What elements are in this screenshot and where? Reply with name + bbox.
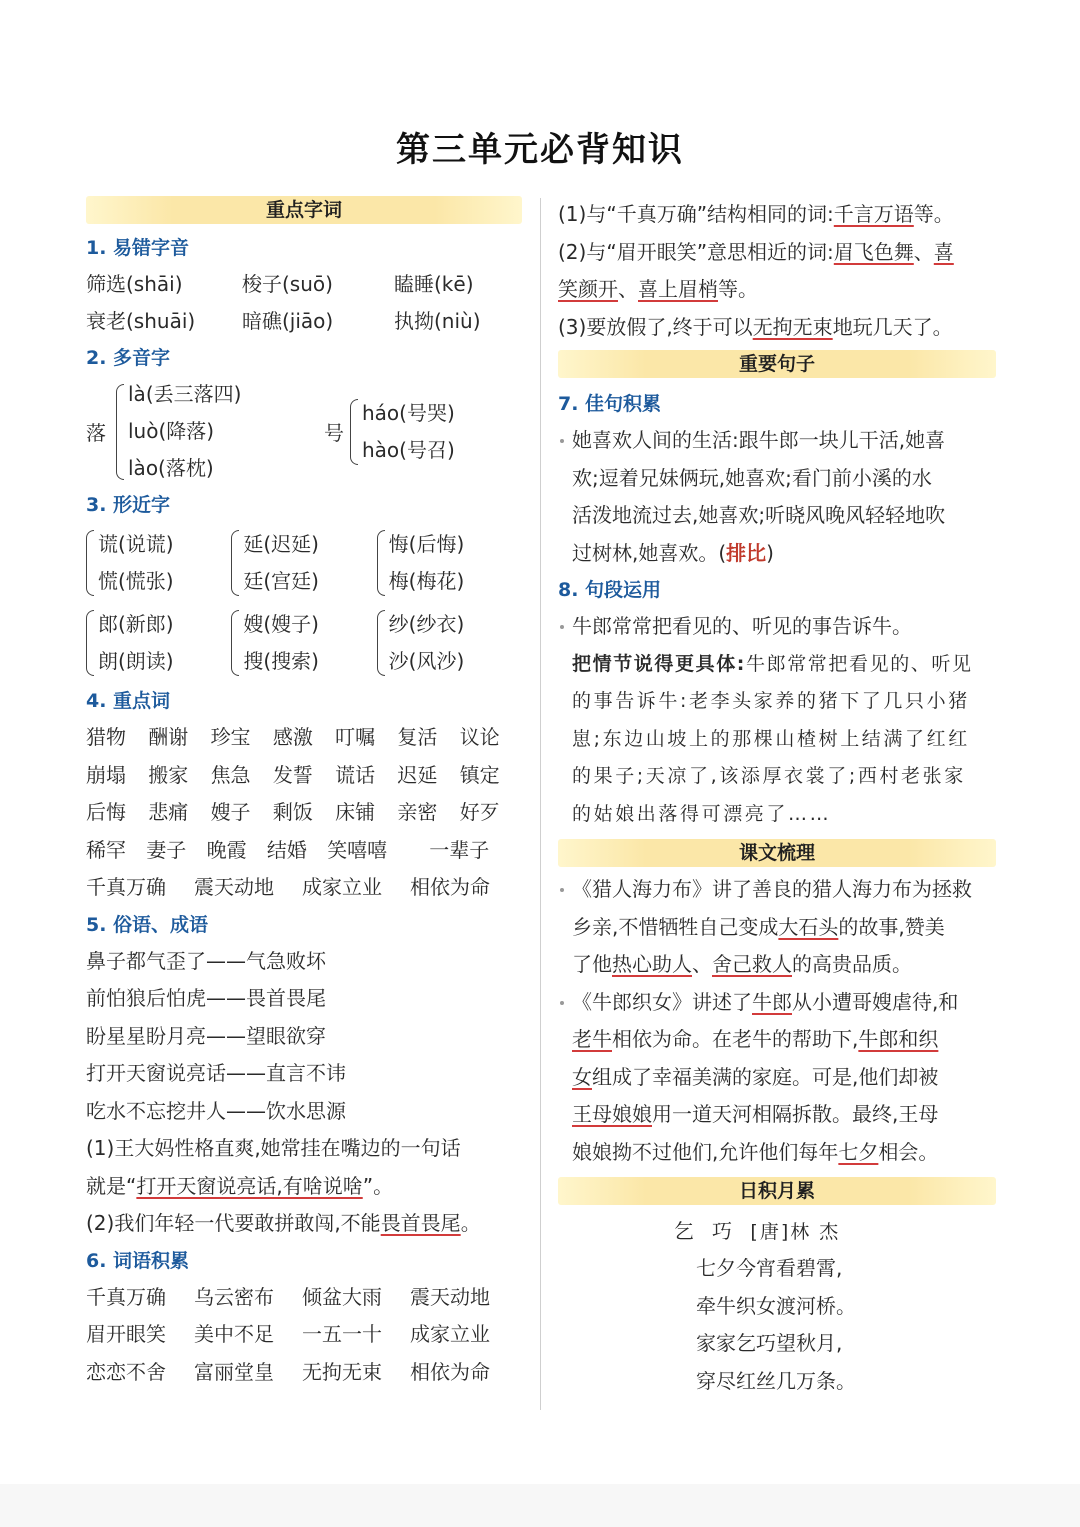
- brace-icon: [116, 384, 124, 480]
- similar-char: 梅(梅花): [388, 569, 465, 593]
- answer-underline: 老牛: [572, 1027, 612, 1051]
- sentence-line: 的果子;天凉了,该添厚衣裳了;西村老张家: [572, 765, 966, 787]
- word: 焦急: [210, 762, 251, 787]
- word: 相依为命: [410, 875, 490, 899]
- word: 议论: [459, 725, 500, 749]
- exercise-line: (1)王大妈性格直爽,她常挂在嘴边的一句话: [86, 1136, 461, 1160]
- word: 床铺: [335, 800, 376, 824]
- word-row: [86, 794, 522, 832]
- summary-line: 乡亲,不惜牺牲自己变成大石头的故事,赞美: [572, 914, 945, 939]
- word-row: [86, 719, 522, 757]
- word: 美中不足: [194, 1322, 274, 1346]
- section-heading: 7. 佳句积累: [558, 393, 662, 415]
- exercise-line: (3)要放假了,终于可以无拘无束地玩几天了。: [558, 314, 953, 339]
- word: 发誓: [272, 762, 313, 787]
- answer-underline: 畏首畏尾: [380, 1211, 461, 1235]
- poem-line: 穿尽红丝几万条。: [696, 1368, 856, 1393]
- similar-char: 嫂(嫂子): [243, 612, 319, 636]
- brace-icon: [86, 530, 94, 596]
- word: 结婚: [266, 837, 307, 862]
- answer-underline: 眉飞色舞: [833, 239, 914, 264]
- similar-char: 谎(说谎): [98, 532, 174, 556]
- pinyin-item: 筛选(shāi): [86, 272, 183, 296]
- sentence-line: 她喜欢人间的生活:跟牛郎一块儿干活,她喜: [558, 422, 996, 460]
- similar-char: 慌(慌张): [98, 569, 174, 593]
- polyphone-char: 落: [86, 421, 106, 445]
- brace-icon: [377, 530, 385, 596]
- poem-line: 七夕今宵看碧霄,: [696, 1256, 843, 1280]
- section-heading: 8. 句段运用: [558, 579, 662, 601]
- polyphone-reading: háo(号哭): [362, 400, 455, 425]
- word: 一辈子: [429, 837, 490, 862]
- word: 倾盆大雨: [302, 1284, 382, 1309]
- brace-icon: [231, 530, 239, 596]
- sentence-line: 崽;东边山坡上的那棵山楂树上结满了红红: [572, 727, 970, 750]
- left-column: [86, 196, 522, 1391]
- word: 笑嘻嘻: [327, 837, 388, 862]
- word: 恋恋不舍: [86, 1359, 166, 1384]
- answer-underline: 女: [572, 1064, 592, 1089]
- idiom-line: 打开天窗说亮话——直言不讳: [86, 1061, 346, 1085]
- section-band: 重要句子: [558, 350, 996, 378]
- summary-line: 《牛郎织女》讲述了牛郎从小遭哥嫂虐待,和: [558, 984, 996, 1022]
- brace-icon: [231, 610, 239, 676]
- sentence-line: 的事告诉牛:老李头家养的猪下了几只小猪: [572, 690, 970, 712]
- word: 无拘无束: [302, 1359, 382, 1384]
- poem-title: 乞 巧: [673, 1219, 739, 1243]
- right-column: [558, 196, 996, 1400]
- word: 酬谢: [148, 725, 189, 749]
- section-band: 重点字词: [86, 196, 522, 224]
- word: 剩饭: [272, 800, 313, 824]
- exercise-line: (2)我们年轻一代要敢拼敢闯,不能畏首畏尾。: [86, 1211, 481, 1235]
- brace-icon: [377, 610, 385, 676]
- answer-underline: 千言万语: [833, 202, 914, 226]
- pinyin-item: 暗礁(jiāo): [242, 309, 334, 333]
- summary-line: 老牛相依为命。在老牛的帮助下,牛郎和织: [572, 1027, 939, 1051]
- similar-char: 郎(新郎): [98, 612, 174, 636]
- word: 后悔: [86, 800, 126, 824]
- word-row: [86, 1279, 522, 1317]
- section-band: 日积月累: [558, 1177, 996, 1205]
- answer-underline: 热心助人: [612, 952, 692, 976]
- summary-line: 了他热心助人、舍己救人的高贵品质。: [572, 952, 912, 976]
- pinyin-row: [86, 266, 522, 303]
- similar-char: 沙(风沙): [388, 649, 465, 673]
- word: 悲痛: [148, 800, 189, 824]
- section-heading: 3. 形近字: [86, 494, 171, 516]
- similar-char: 廷(宫廷): [243, 569, 319, 593]
- word: 珍宝: [210, 725, 251, 749]
- word: 千真万确: [86, 875, 166, 899]
- word: 谎话: [335, 762, 376, 787]
- similar-char-row: [86, 603, 522, 683]
- word-row: [86, 832, 522, 870]
- answer-underline: 打开天窗说亮话,有啥说啥: [136, 1173, 363, 1198]
- summary-line: 娘娘拗不过他们,允许他们每年七夕相会。: [572, 1139, 939, 1164]
- exercise-line: 就是“打开天窗说亮话,有啥说啥”。: [86, 1173, 394, 1198]
- word: 成家立业: [410, 1322, 490, 1346]
- word: 稀罕: [86, 837, 126, 862]
- similar-char: 搜(搜索): [243, 649, 319, 673]
- word: 亲密: [397, 800, 438, 824]
- polyphone-reading: là(丢三落四): [128, 382, 242, 406]
- word: 晚霞: [206, 837, 247, 862]
- section-band: 课文梳理: [558, 839, 996, 867]
- answer-underline: 喜: [933, 239, 954, 264]
- word: 富丽堂皇: [194, 1359, 274, 1384]
- word: 成家立业: [302, 875, 382, 899]
- word-row: [86, 757, 522, 795]
- sentence-line: 过树林,她喜欢。(排比): [572, 540, 774, 565]
- section-heading: 5. 俗语、成语: [86, 913, 209, 936]
- word-row: [86, 1316, 522, 1354]
- section-heading: 4. 重点词: [86, 690, 171, 712]
- pinyin-item: 瞌睡(kē): [394, 272, 474, 296]
- word: 嫂子: [210, 800, 251, 824]
- sentence-line: 欢;逗着兄妹俩玩,她喜欢;看门前小溪的水: [572, 465, 932, 490]
- instruction-bold: 把情节说得更具体:: [572, 652, 746, 675]
- answer-underline: 喜上眉梢: [638, 277, 718, 301]
- polyphone-reading: luò(降落): [128, 419, 215, 443]
- word: 迟延: [397, 762, 438, 787]
- poem-line: 牵牛织女渡河桥。: [696, 1293, 856, 1318]
- idiom-line: 鼻子都气歪了——气急败坏: [86, 948, 326, 973]
- exercise-line: (2)与“眉开眼笑”意思相近的词:眉飞色舞、喜: [558, 239, 954, 264]
- answer-underline: 大石头: [778, 914, 839, 939]
- word: 感激: [272, 725, 313, 749]
- sentence-line: 把情节说得更具体:牛郎常常把看见的、听见: [572, 652, 973, 675]
- section-heading: 6. 词语积累: [86, 1249, 190, 1272]
- page-footer-strip: [0, 1484, 1080, 1527]
- rhetoric-tag: 排比: [726, 540, 767, 565]
- word: 相依为命: [410, 1359, 490, 1384]
- summary-line: 王母娘娘用一道天河相隔拆散。最终,王母: [572, 1102, 939, 1126]
- polyphone-char: 号: [324, 421, 344, 445]
- word: 眉开眼笑: [86, 1322, 166, 1346]
- word-row: [86, 1354, 522, 1392]
- answer-underline: 无拘无束: [752, 314, 833, 339]
- poem-author: [唐]林 杰: [750, 1221, 841, 1243]
- pinyin-item: 梭子(suō): [242, 272, 333, 296]
- exercise-line: (1)与“千真万确”结构相同的词:千言万语等。: [558, 202, 954, 226]
- poem-heading: [558, 1213, 996, 1250]
- word: 镇定: [459, 762, 500, 787]
- idiom-line: 前怕狼后怕虎——畏首畏尾: [86, 986, 326, 1010]
- word: 一五一十: [302, 1322, 382, 1346]
- column-divider: [540, 198, 541, 1410]
- word: 震天动地: [410, 1284, 490, 1309]
- polyphone-group: [86, 376, 522, 487]
- answer-underline: 牛郎和织: [858, 1027, 939, 1051]
- word: 乌云密布: [194, 1284, 274, 1309]
- pinyin-row: [86, 303, 522, 340]
- similar-char: 纱(纱衣): [388, 612, 465, 636]
- word: 震天动地: [194, 875, 274, 899]
- pinyin-item: 衰老(shuāi): [86, 309, 196, 333]
- idiom-line: 吃水不忘挖井人——饮水思源: [86, 1098, 346, 1123]
- similar-char: 朗(朗读): [98, 649, 174, 673]
- similar-char: 延(迟延): [243, 532, 319, 556]
- word: 搬家: [148, 762, 189, 787]
- word: 复活: [397, 725, 438, 749]
- brace-icon: [86, 610, 94, 676]
- sentence-line: 的姑娘出落得可漂亮了……: [572, 802, 832, 825]
- polyphone-reading: lào(落枕): [128, 456, 214, 480]
- word: 猎物: [86, 725, 126, 749]
- brace-icon: [350, 399, 358, 465]
- similar-char: 悔(后悔): [388, 532, 465, 556]
- word: 崩塌: [86, 762, 126, 787]
- word-row: [86, 869, 522, 907]
- answer-underline: 舍己救人: [712, 952, 792, 976]
- similar-char-row: [86, 523, 522, 603]
- section-heading: 2. 多音字: [86, 347, 171, 369]
- page-title: 第三单元必背知识: [396, 130, 684, 170]
- answer-underline: 王母娘娘: [572, 1102, 652, 1126]
- answer-underline: 七夕: [838, 1139, 879, 1164]
- summary-line: 女组成了幸福美满的家庭。可是,他们却被: [572, 1064, 939, 1089]
- word: 妻子: [146, 837, 187, 862]
- answer-underline: 笑颜开: [558, 277, 618, 301]
- word: 千真万确: [86, 1284, 166, 1309]
- section-heading: 1. 易错字音: [86, 237, 190, 259]
- answer-underline: 牛郎: [752, 989, 792, 1014]
- poem-line: 家家乞巧望秋月,: [696, 1331, 843, 1355]
- exercise-line: 笑颜开、喜上眉梢等。: [558, 277, 758, 301]
- word: 好歹: [459, 800, 500, 824]
- pinyin-item: 执拗(niù): [394, 309, 481, 333]
- sentence-line: 牛郎常常把看见的、听见的事告诉牛。: [558, 608, 996, 646]
- idiom-line: 盼星星盼月亮——望眼欲穿: [86, 1023, 326, 1048]
- summary-line: 《猎人海力布》讲了善良的猎人海力布为拯救: [558, 871, 996, 909]
- polyphone-reading: hào(号召): [362, 437, 455, 462]
- word: 叮嘱: [335, 725, 376, 749]
- sentence-line: 活泼地流过去,她喜欢;听晓风晚风轻轻地吹: [572, 503, 946, 527]
